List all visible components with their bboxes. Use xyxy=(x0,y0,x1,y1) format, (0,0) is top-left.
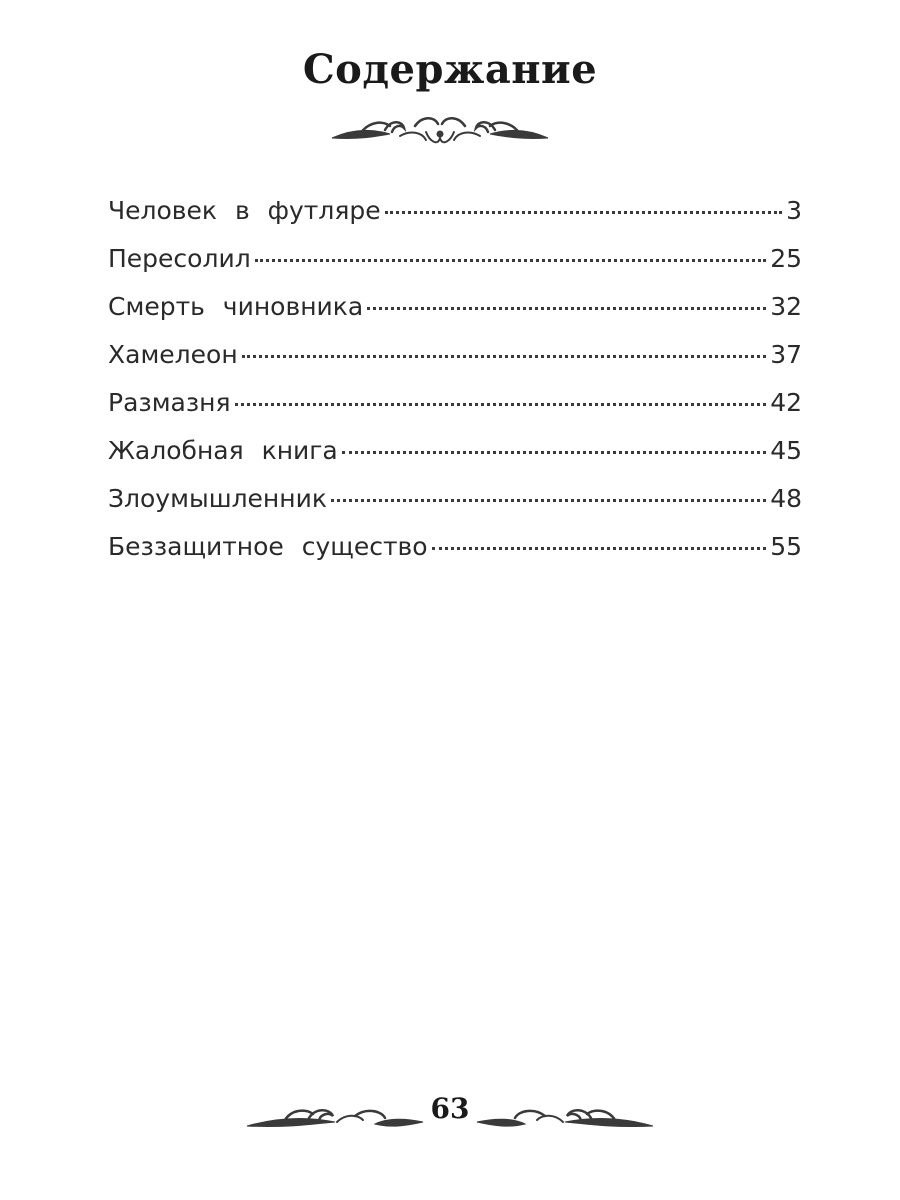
toc-entry-title: Хамелеон xyxy=(108,340,238,369)
toc-entry-title: Беззащитное существо xyxy=(108,532,428,561)
toc-entry-page: 25 xyxy=(770,244,802,273)
dot-leader xyxy=(331,499,766,502)
toc-entry-title: Пересолил xyxy=(108,244,251,273)
floral-flourish-right-icon xyxy=(475,1102,655,1136)
page-number: 63 xyxy=(430,1092,470,1125)
table-of-contents xyxy=(108,196,802,580)
dot-leader xyxy=(367,307,766,310)
toc-entry-title: Смерть чиновника xyxy=(108,292,364,321)
toc-entry-title: Злоумышленник xyxy=(108,484,327,513)
dot-leader xyxy=(242,355,767,358)
toc-entry[interactable] xyxy=(108,340,802,388)
dot-leader xyxy=(342,451,766,454)
toc-entry[interactable] xyxy=(108,532,802,580)
page-title: Содержание xyxy=(302,46,598,93)
toc-entry-page: 37 xyxy=(770,340,802,369)
toc-entry-page: 3 xyxy=(786,196,802,225)
toc-entry-title: Размазня xyxy=(108,388,231,417)
dot-leader xyxy=(235,403,767,406)
toc-entry-page: 32 xyxy=(770,292,802,321)
toc-entry-page: 42 xyxy=(770,388,802,417)
toc-entry[interactable] xyxy=(108,436,802,484)
toc-entry[interactable] xyxy=(108,388,802,436)
toc-entry-page: 55 xyxy=(770,532,802,561)
toc-entry[interactable] xyxy=(108,292,802,340)
toc-entry[interactable] xyxy=(108,196,802,244)
dot-leader xyxy=(385,211,782,214)
dot-leader xyxy=(432,547,767,550)
toc-entry-title: Человек в футляре xyxy=(108,196,381,225)
toc-entry[interactable] xyxy=(108,484,802,532)
dot-leader xyxy=(255,259,767,262)
toc-entry-page: 45 xyxy=(770,436,802,465)
toc-entry-title: Жалобная книга xyxy=(108,436,338,465)
page-footer xyxy=(245,1092,655,1142)
floral-divider-icon xyxy=(330,112,550,154)
toc-entry[interactable] xyxy=(108,244,802,292)
toc-entry-page: 48 xyxy=(770,484,802,513)
